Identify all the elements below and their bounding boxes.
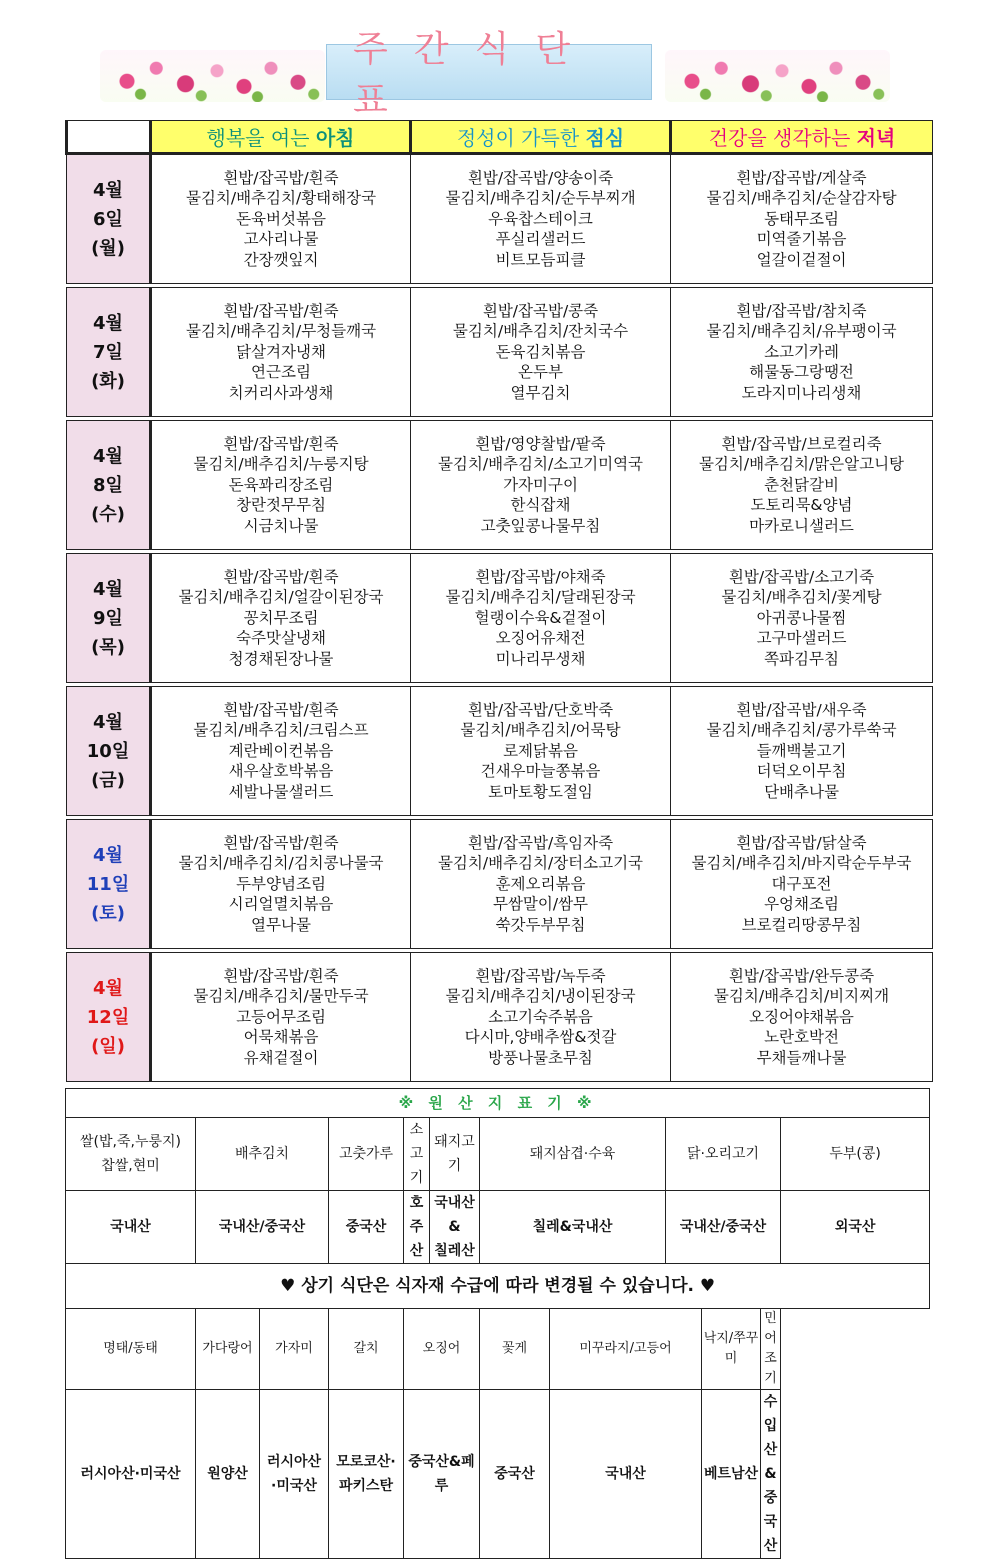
menu-item: 물김치/배추김치/물만두국 (193, 987, 369, 1006)
notice-text: ♥ 상기 식단은 식자재 수급에 따라 변경될 수 있습니다. ♥ (66, 1264, 930, 1309)
menu-item: 물김치/배추김치/냉이된장국 (445, 987, 636, 1006)
day-month: 4월 (93, 844, 123, 866)
menu-item: 흰밥/잡곡밥/완두콩죽 (728, 966, 875, 985)
origin-label: 민어조기 (761, 1309, 781, 1390)
origin-value-line: 베트남산 (703, 1466, 759, 1482)
menu-item: 숙주맛살냉채 (236, 629, 326, 648)
menu-item: 흰밥/잡곡밥/흑임자죽 (467, 833, 614, 852)
origin-value-line: 외국산 (834, 1219, 876, 1235)
day-label (67, 953, 151, 1082)
breakfast-menu (151, 687, 411, 816)
menu-item: 흰밥/잡곡밥/참치죽 (736, 301, 867, 320)
origin-label: 오징어 (404, 1309, 480, 1390)
menu-item: 간장깻잎지 (243, 250, 319, 269)
lunch-menu (411, 288, 671, 417)
menu-item: 흰밥/잡곡밥/소고기죽 (728, 567, 875, 586)
dinner-menu (671, 554, 933, 683)
menu-item: 물김치/배추김치/달래된장국 (445, 588, 636, 607)
corner-cell (67, 121, 151, 154)
day-row (67, 421, 933, 550)
menu-item: 열무김치 (510, 383, 571, 402)
dinner-menu (671, 154, 933, 284)
day-row (67, 154, 933, 284)
lunch-menu (411, 953, 671, 1082)
day-row (67, 953, 933, 1082)
day-month: 4월 (93, 179, 123, 201)
menu-item: 흰밥/잡곡밥/흰죽 (223, 966, 339, 985)
menu-item: 청경채된장나물 (228, 649, 334, 668)
origin-value-line: 러시아산 (266, 1454, 322, 1470)
menu-item: 들깨백불고기 (756, 741, 847, 760)
menu-item: 토마토황도절임 (488, 782, 593, 801)
lunch-menu (411, 820, 671, 949)
origin-label-line: 쌀(밥,죽,누룽지) (80, 1134, 181, 1150)
menu-item: 해물동그랑땡전 (749, 363, 854, 382)
menu-item: 로제닭볶음 (503, 741, 578, 760)
origin-value-line: 칠레산 (434, 1243, 475, 1259)
day-weekday: (화) (91, 370, 125, 392)
menu-item: 물김치/배추김치/무청들깨국 (185, 322, 377, 341)
menu-item: 흰밥/잡곡밥/새우죽 (736, 700, 867, 719)
day-label (67, 421, 151, 550)
menu-item: 돈육꽈리장조림 (228, 475, 334, 494)
lunch-menu (411, 154, 671, 284)
origin-value (404, 1191, 430, 1264)
breakfast-menu (151, 154, 411, 284)
menu-item: 물김치/배추김치/얼갈이된장국 (178, 588, 384, 607)
origin-value-line: ·미국산 (271, 1478, 317, 1494)
menu-item: 물김치/배추김치/장터소고기국 (437, 854, 644, 873)
day-weekday: (목) (91, 636, 125, 658)
origin-label (196, 1118, 329, 1191)
day-weekday: (월) (91, 237, 125, 259)
day-date: 9일 (93, 607, 123, 629)
menu-item: 돈육김치볶음 (495, 342, 586, 361)
day-weekday: (일) (91, 1035, 125, 1057)
lunch-menu (411, 687, 671, 816)
origin-value-line: 중국산 (345, 1219, 387, 1235)
origin-label (781, 1118, 930, 1191)
menu-item: 소고기숙주볶음 (488, 1007, 593, 1026)
day-row (67, 820, 933, 949)
day-row (67, 554, 933, 683)
menu-item: 물김치/배추김치/비지찌개 (713, 987, 890, 1006)
menu-item: 더덕오이무침 (756, 762, 847, 781)
menu-item: 물김치/배추김치/바지락순두부국 (691, 854, 912, 873)
origin-value (430, 1191, 480, 1264)
menu-item: 온두부 (518, 363, 563, 382)
menu-item: 가자미구이 (503, 475, 578, 494)
day-weekday: (금) (91, 769, 125, 791)
origin-value-line: 칠레&국내산 (532, 1219, 613, 1235)
menu-item: 시리얼멸치볶음 (228, 895, 334, 914)
menu-item: 오징어유채전 (495, 629, 586, 648)
origin-value (550, 1390, 702, 1559)
menu-item: 흰밥/영양찰밥/팥죽 (475, 434, 606, 453)
menu-item: 물김치/배추김치/잔치국수 (452, 322, 629, 341)
day-label (67, 554, 151, 683)
menu-item: 고구마샐러드 (756, 629, 847, 648)
menu-item: 흰밥/잡곡밥/브로컬리죽 (721, 434, 882, 453)
menu-item: 우엉채조림 (764, 895, 839, 914)
origin-table (65, 1088, 930, 1559)
menu-item: 새우살호박볶음 (228, 762, 334, 781)
origin-title: ※ 원 산 지 표 기 ※ (66, 1089, 930, 1118)
lunch-header: 정성이 가득한 점심 (411, 121, 671, 154)
day-weekday: (토) (91, 902, 125, 924)
menu-item: 치커리사과생채 (228, 383, 334, 402)
origin-value (66, 1390, 196, 1559)
origin-value-line: 중국산&페루 (408, 1454, 475, 1494)
day-month: 4월 (93, 312, 123, 334)
origin-label: 가다랑어 (196, 1309, 260, 1390)
menu-item: 물김치/배추김치/순두부찌개 (445, 189, 636, 208)
menu-item: 도토리묵&양념 (750, 496, 853, 515)
menu-item: 무쌈말이/쌈무 (492, 895, 589, 914)
menu-item: 단배추나물 (764, 782, 839, 801)
menu-item: 푸실리샐러드 (495, 230, 586, 249)
menu-item: 물김치/배추김치/유부팽이국 (706, 322, 897, 341)
menu-item: 대구포전 (771, 874, 832, 893)
menu-item: 쪽파김무침 (764, 649, 839, 668)
lunch-menu (411, 554, 671, 683)
origin-value (666, 1191, 781, 1264)
menu-item: 흰밥/잡곡밥/흰죽 (223, 301, 339, 320)
menu-item: 고춧잎콩나물무침 (480, 516, 601, 535)
origin-value-line: 원양산 (207, 1466, 248, 1482)
menu-item: 도라지미나리생채 (741, 383, 862, 402)
menu-item: 흰밥/잡곡밥/흰죽 (223, 434, 339, 453)
dinner-menu (671, 421, 933, 550)
origin-value (702, 1390, 761, 1559)
day-month: 4월 (93, 977, 123, 999)
flower-decoration-right (665, 50, 890, 102)
weekly-menu-table (65, 120, 933, 1082)
menu-item: 무채들깨나물 (756, 1048, 847, 1067)
menu-item: 고등어무조림 (236, 1007, 326, 1026)
origin-value-line: 러시아산·미국산 (80, 1466, 181, 1482)
menu-item: 물김치/배추김치/누룽지탕 (193, 455, 369, 474)
origin-value-line: 호주산 (409, 1195, 424, 1259)
origin-value-line: 파키스탄 (338, 1478, 394, 1494)
origin-value-line: 국내산 (110, 1219, 151, 1235)
origin-value-line: 국내산 (605, 1466, 646, 1482)
menu-item: 물김치/배추김치/꽃게탕 (721, 588, 882, 607)
menu-item: 물김치/배추김치/크림스프 (193, 721, 369, 740)
menu-item: 아귀콩나물찜 (756, 608, 847, 627)
menu-item: 두부양념조림 (236, 874, 326, 893)
menu-item: 브로컬리땅콩무침 (741, 915, 862, 934)
origin-label: 가자미 (260, 1309, 329, 1390)
origin-value-line: 중국산 (494, 1466, 535, 1482)
day-month: 4월 (93, 445, 123, 467)
origin-label-line: 닭·오리고기 (686, 1146, 760, 1162)
day-date: 11일 (86, 873, 130, 895)
origin-label: 미꾸라지/고등어 (550, 1309, 702, 1390)
origin-label-line: 배추김치 (234, 1146, 290, 1162)
menu-item: 물김치/배추김치/어묵탕 (460, 721, 621, 740)
lunch-menu (411, 421, 671, 550)
menu-item: 흰밥/잡곡밥/야채죽 (475, 567, 606, 586)
breakfast-menu (151, 953, 411, 1082)
menu-item: 세발나물샐러드 (228, 782, 334, 801)
day-label (67, 288, 151, 417)
menu-item: 흰밥/잡곡밥/단호박죽 (467, 700, 614, 719)
menu-item: 노란호박전 (764, 1028, 839, 1047)
origin-value (480, 1191, 666, 1264)
origin-value (66, 1191, 196, 1264)
menu-item: 물김치/배추김치/김치콩나물국 (178, 854, 384, 873)
day-weekday: (수) (91, 503, 125, 525)
day-date: 7일 (93, 341, 123, 363)
day-date: 8일 (93, 474, 123, 496)
menu-item: 흰밥/잡곡밥/흰죽 (223, 700, 339, 719)
origin-label-line: 돼지삼겹·수육 (529, 1146, 616, 1162)
menu-item: 돈육버섯볶음 (236, 209, 326, 228)
origin-value (196, 1191, 329, 1264)
menu-item: 비트모듬피클 (495, 250, 586, 269)
menu-item: 창란젓무무침 (236, 496, 326, 515)
menu-item: 어묵채볶음 (243, 1028, 319, 1047)
day-label (67, 154, 151, 284)
origin-value-line: 모로코산· (336, 1454, 396, 1470)
origin-label (430, 1118, 480, 1191)
origin-label-line: 두부(콩) (829, 1146, 881, 1162)
menu-item: 소고기카레 (764, 342, 839, 361)
menu-item: 마카로니샐러드 (749, 516, 854, 535)
day-label (67, 687, 151, 816)
menu-item: 한식잡채 (510, 496, 571, 515)
origin-value-line: 국내산/중국산 (679, 1219, 767, 1235)
menu-item: 건새우마늘쫑볶음 (480, 762, 601, 781)
breakfast-header: 행복을 여는 아침 (151, 121, 411, 154)
origin-label: 명태/동태 (66, 1309, 196, 1390)
menu-item: 연근조림 (251, 363, 311, 382)
origin-label: 갈치 (329, 1309, 404, 1390)
menu-item: 물김치/배추김치/맑은알고니탕 (698, 455, 905, 474)
origin-value (781, 1191, 930, 1264)
menu-item: 춘천닭갈비 (764, 475, 839, 494)
menu-item: 물김치/배추김치/소고기미역국 (437, 455, 644, 474)
menu-item: 흰밥/잡곡밥/녹두죽 (475, 966, 606, 985)
menu-item: 얼갈이겉절이 (756, 250, 847, 269)
origin-value (260, 1390, 329, 1559)
day-row (67, 288, 933, 417)
origin-label-line: 찹쌀,현미 (101, 1158, 160, 1174)
menu-item: 흰밥/잡곡밥/흰죽 (223, 833, 339, 852)
day-date: 6일 (93, 208, 123, 230)
dinner-menu (671, 820, 933, 949)
menu-item: 미나리무생채 (495, 649, 586, 668)
origin-label (66, 1118, 196, 1191)
day-month: 4월 (93, 578, 123, 600)
menu-item: 오징어야채볶음 (749, 1007, 854, 1026)
menu-item: 흰밥/잡곡밥/닭살죽 (736, 833, 867, 852)
origin-label-line: 소고기 (409, 1122, 424, 1186)
origin-label: 꽃게 (480, 1309, 550, 1390)
menu-item: 훈제오리볶음 (495, 874, 586, 893)
flower-decoration-left (100, 50, 325, 102)
origin-value (196, 1390, 260, 1559)
day-date: 12일 (86, 1006, 130, 1028)
menu-item: 동태무조림 (764, 209, 839, 228)
breakfast-menu (151, 820, 411, 949)
origin-value-line: 중국산 (763, 1490, 778, 1554)
menu-item: 우육찹스테이크 (488, 209, 593, 228)
origin-label-line: 고춧가루 (338, 1146, 394, 1162)
menu-item: 꽁치무조림 (243, 608, 319, 627)
breakfast-menu (151, 554, 411, 683)
origin-label (404, 1118, 430, 1191)
dinner-menu (671, 288, 933, 417)
origin-label: 낙지/쭈꾸미 (702, 1309, 761, 1390)
menu-item: 방풍나물초무침 (488, 1048, 593, 1067)
menu-item: 흰밥/잡곡밥/흰죽 (223, 567, 339, 586)
breakfast-menu (151, 288, 411, 417)
menu-item: 흰밥/잡곡밥/양송이죽 (467, 168, 614, 187)
origin-value (329, 1191, 404, 1264)
menu-item: 흰밥/잡곡밥/콩죽 (482, 301, 599, 320)
day-row (67, 687, 933, 816)
dinner-header: 건강을 생각하는 저녁 (671, 121, 933, 154)
menu-item: 물김치/배추김치/콩가루쑥국 (706, 721, 897, 740)
origin-label (329, 1118, 404, 1191)
origin-value-line: 국내산/중국산 (218, 1219, 306, 1235)
menu-item: 유채겉절이 (243, 1048, 319, 1067)
menu-item: 고사리나물 (243, 230, 319, 249)
origin-value (404, 1390, 480, 1559)
menu-item: 계란베이컨볶음 (228, 741, 334, 760)
menu-item: 물김치/배추김치/황태해장국 (185, 189, 377, 208)
dinner-menu (671, 953, 933, 1082)
menu-item: 흰밥/잡곡밥/게살죽 (736, 168, 867, 187)
menu-item: 물김치/배추김치/순살감자탕 (706, 189, 897, 208)
origin-label (666, 1118, 781, 1191)
menu-item: 닭살겨자냉채 (236, 342, 326, 361)
menu-item: 열무나물 (251, 915, 311, 934)
origin-value-line: 수입산& (763, 1394, 778, 1482)
origin-value (480, 1390, 550, 1559)
menu-item: 다시마,양배추쌈&젓갈 (464, 1028, 617, 1047)
menu-item: 흰밥/잡곡밥/흰죽 (223, 168, 339, 187)
dinner-menu (671, 687, 933, 816)
page-title: 주간식단표 (326, 44, 652, 100)
menu-item: 쑥갓두부무침 (495, 915, 586, 934)
origin-value (761, 1390, 781, 1559)
day-date: 10일 (86, 740, 130, 762)
menu-item: 헐랭이수육&겉절이 (474, 608, 607, 627)
origin-label-line: 돼지고기 (434, 1134, 475, 1174)
menu-item: 미역줄기볶음 (756, 230, 847, 249)
origin-value-line: 국내산& (434, 1195, 475, 1235)
origin-value (329, 1390, 404, 1559)
menu-item: 시금치나물 (243, 516, 319, 535)
breakfast-menu (151, 421, 411, 550)
day-month: 4월 (93, 711, 123, 733)
origin-label (480, 1118, 666, 1191)
day-label (67, 820, 151, 949)
